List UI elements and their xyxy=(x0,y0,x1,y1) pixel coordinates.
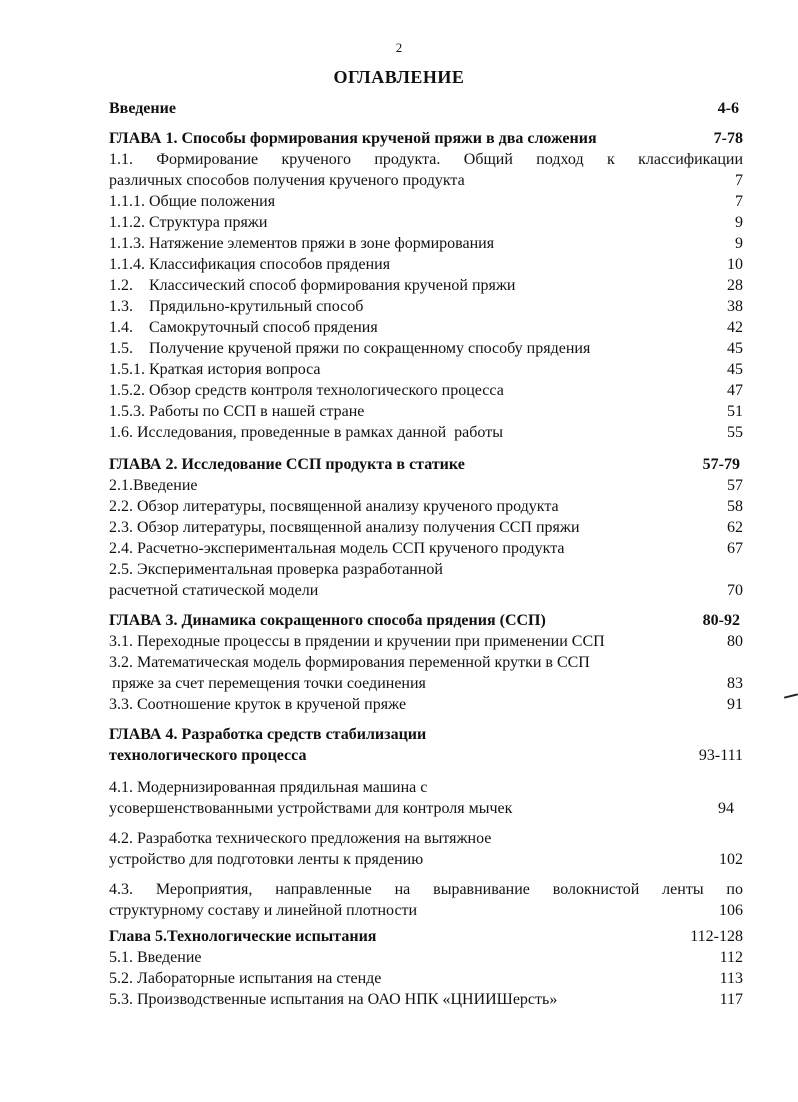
toc-chapter-2 xyxy=(109,454,743,475)
toc-entry-page: 7 xyxy=(735,172,743,189)
toc-entry-page: 57 xyxy=(727,477,743,494)
toc-section-2 xyxy=(109,454,743,601)
toc-entry-title: 1.5.2. Обзор средств контроля технологического процесса xyxy=(109,382,504,399)
toc-entry-page: 51 xyxy=(727,403,743,420)
toc-entry-page: 28 xyxy=(727,277,743,294)
toc-entry-page: 45 xyxy=(727,340,743,357)
chapter-pages: 80-92 xyxy=(702,612,740,629)
toc-chapter-1 xyxy=(109,128,743,149)
toc-entry xyxy=(109,631,743,652)
toc-entry-title: пряже за счет перемещения точки соединения xyxy=(112,675,426,692)
toc-entry-title: 1.1.1. Общие положения xyxy=(109,193,276,210)
toc-entry xyxy=(109,580,743,601)
toc-entry-title: 4.1. Модернизированная прядильная машина с xyxy=(109,779,428,796)
toc-entry-page: 10 xyxy=(727,256,743,273)
toc-entry-title: 2.1.Введение xyxy=(109,477,198,494)
toc-section-3 xyxy=(109,610,743,715)
toc-entry-title: 1.2. Классический способ формирования крученой пряжи xyxy=(109,277,516,294)
toc-entry-title: 3.1. Переходные процессы в прядении и кручении при применении ССП xyxy=(109,633,605,650)
toc-entry-page: 70 xyxy=(727,582,743,599)
toc-entry-title: 5.1. Введение xyxy=(109,949,202,966)
toc-entry-title: 2.2. Обзор литературы, посвященной анализу крученого продукта xyxy=(109,498,559,515)
toc-entry xyxy=(109,777,743,798)
toc-entry-title: 1.6. Исследования, проведенные в рамках данной работы xyxy=(109,424,503,441)
toc-entry-title: 1.1.4. Классификация способов прядения xyxy=(109,256,391,273)
toc-entry-page: 117 xyxy=(719,991,743,1008)
toc-entry xyxy=(109,212,743,233)
toc-entry-page: 94 xyxy=(718,800,734,817)
chapter-title: ГЛАВА 3. Динамика сокращенного способа прядения (ССП) xyxy=(109,612,546,629)
toc-entry-title: 3.3. Соотношение круток в крученой пряже xyxy=(109,696,407,713)
toc-entry-title: усовершенствованными устройствами для контроля мычек xyxy=(109,800,513,817)
toc-entry-title: 2.4. Расчетно-экспериментальная модель ССП крученого продукта xyxy=(109,540,565,557)
toc-entry-title: различных способов получения крученого продукта xyxy=(109,172,465,189)
chapter-title: Глава 5.Технологические испытания xyxy=(109,928,377,945)
chapter-title: технологического процесса xyxy=(109,747,307,764)
toc-entry xyxy=(109,900,743,921)
page-title: ОГЛАВЛЕНИЕ xyxy=(333,67,465,87)
pen-mark xyxy=(784,693,798,698)
toc-entry xyxy=(109,517,743,538)
toc-entry xyxy=(109,798,743,819)
toc-entry-title: 2.5. Экспериментальная проверка разработанной xyxy=(109,561,443,578)
toc-entry xyxy=(109,496,743,517)
toc-entry-page: 9 xyxy=(735,214,743,231)
toc-entry-title: 1.1.3. Натяжение элементов пряжи в зоне формирования xyxy=(109,235,495,252)
toc-entry-title: 1.1.2. Структура пряжи xyxy=(109,214,268,231)
toc-entry-title: 1.5.1. Краткая история вопроса xyxy=(109,361,321,378)
toc-section-5 xyxy=(109,926,743,1010)
toc-entry xyxy=(109,538,743,559)
toc-entry-title: устройство для подготовки ленты к прядению xyxy=(109,851,424,868)
toc-entry-page: 112 xyxy=(719,949,743,966)
toc-entry-title: структурному составу и линейной плотности xyxy=(109,902,418,919)
toc-entry-page: 91 xyxy=(727,696,743,713)
toc-entry xyxy=(109,849,743,870)
chapter-pages: 112-128 xyxy=(690,928,743,945)
toc-entry-title: 2.3. Обзор литературы, посвященной анализу получения ССП пряжи xyxy=(109,519,580,536)
toc-entry-title: 4.2. Разработка технического предложения на вытяжное xyxy=(109,830,492,847)
toc-entry-page: 4-6 xyxy=(717,100,739,117)
toc-entry-page: 102 xyxy=(719,851,743,868)
page-number: 2 xyxy=(395,40,403,55)
toc-entry xyxy=(109,879,743,900)
toc-entry-title: 1.3. Прядильно-крутильный способ xyxy=(109,298,364,315)
toc-entry-intro xyxy=(109,98,743,119)
toc-entry-page: 80 xyxy=(727,633,743,650)
toc-entry-page: 55 xyxy=(727,424,743,441)
toc-entry xyxy=(109,828,743,849)
chapter-title: ГЛАВА 2. Исследование ССП продукта в статике xyxy=(109,456,465,473)
toc-entry-title: 1.1. Формирование крученого продукта. Общий подход к классификации xyxy=(109,151,743,168)
toc-entry-title: 1.4. Самокруточный способ прядения xyxy=(109,319,378,336)
toc-chapter-4 xyxy=(109,724,743,745)
toc-entry xyxy=(109,275,743,296)
toc-section-4 xyxy=(109,724,743,921)
chapter-title: ГЛАВА 4. Разработка средств стабилизации xyxy=(109,726,427,743)
toc-entry-page: 47 xyxy=(727,382,743,399)
toc-entry-page: 9 xyxy=(735,235,743,252)
toc-entry xyxy=(109,989,743,1010)
toc-entry-title: 5.3. Производственные испытания на ОАО НПК «ЦНИИШерсть» xyxy=(109,991,558,1008)
toc-entry-page: 83 xyxy=(727,675,743,692)
toc-entry xyxy=(109,233,743,254)
chapter-pages: 7-78 xyxy=(713,130,743,147)
toc-entry xyxy=(109,673,743,694)
toc-entry-page: 67 xyxy=(727,540,743,557)
chapter-pages: 57-79 xyxy=(702,456,740,473)
chapter-title: ГЛАВА 1. Способы формирования крученой пряжи в два сложения xyxy=(109,130,597,147)
toc-entry xyxy=(109,149,743,170)
toc-entry xyxy=(109,475,743,496)
toc-entry-title: 1.5. Получение крученой пряжи по сокращенному способу прядения xyxy=(109,340,591,357)
toc-entry xyxy=(109,422,743,443)
toc-entry xyxy=(109,359,743,380)
toc-entry-title: 3.2. Математическая модель формирования переменной крутки в ССП xyxy=(109,654,590,671)
toc-entry xyxy=(109,254,743,275)
toc-entry-title: 1.5.3. Работы по ССП в нашей стране xyxy=(109,403,365,420)
toc-chapter-5 xyxy=(109,926,743,947)
toc-entry-page: 113 xyxy=(719,970,743,987)
toc-entry-page: 58 xyxy=(727,498,743,515)
toc-entry xyxy=(109,338,743,359)
toc-entry-page: 106 xyxy=(719,902,743,919)
toc-entry xyxy=(109,380,743,401)
toc-entry xyxy=(109,401,743,422)
toc-entry-page: 42 xyxy=(727,319,743,336)
toc-entry xyxy=(109,191,743,212)
toc-entry-page: 45 xyxy=(727,361,743,378)
toc-section-1 xyxy=(109,98,743,443)
toc-entry-title: расчетной статической модели xyxy=(109,582,319,599)
toc-entry xyxy=(109,652,743,673)
toc-entry xyxy=(109,947,743,968)
toc-chapter-4-cont xyxy=(109,745,743,766)
toc-entry-page: 7 xyxy=(735,193,743,210)
chapter-pages: 93-111 xyxy=(698,747,743,764)
toc-entry-title: 4.3. Мероприятия, направленные на выравнивание волокнистой ленты по xyxy=(109,881,743,898)
toc-chapter-3 xyxy=(109,610,743,631)
toc-entry xyxy=(109,968,743,989)
toc-entry-page: 38 xyxy=(727,298,743,315)
toc-entry xyxy=(109,559,743,580)
toc-entry xyxy=(109,296,743,317)
toc-entry-page: 62 xyxy=(727,519,743,536)
toc-entry xyxy=(109,170,743,191)
toc-entry-title: Введение xyxy=(109,100,176,117)
toc-entry-title: 5.2. Лабораторные испытания на стенде xyxy=(109,970,382,987)
toc-entry xyxy=(109,694,743,715)
toc-entry xyxy=(109,317,743,338)
